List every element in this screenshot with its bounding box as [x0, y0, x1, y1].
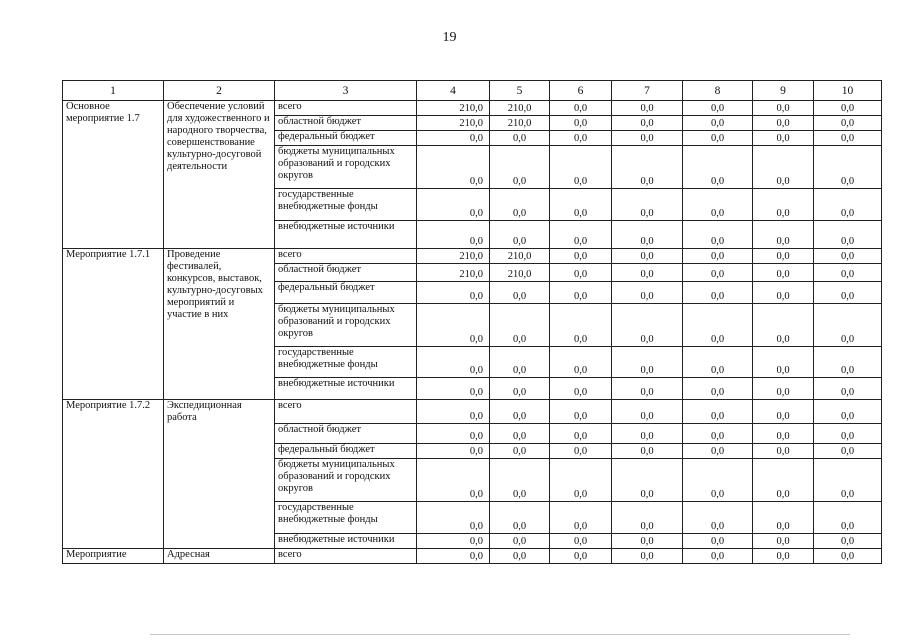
value-col-4: 0,0: [417, 424, 490, 444]
value-col-7: 0,0: [612, 549, 683, 564]
value-col-10: 0,0: [814, 249, 882, 264]
header-col-9: 9: [753, 81, 814, 101]
value-col-6: 0,0: [550, 444, 612, 459]
value-col-6: 0,0: [550, 549, 612, 564]
value-col-9: 0,0: [753, 549, 814, 564]
funding-source: внебюджетные источники: [275, 534, 417, 549]
value-col-9: 0,0: [753, 131, 814, 146]
value-col-10: 0,0: [814, 534, 882, 549]
value-col-7: 0,0: [612, 282, 683, 304]
value-col-10: 0,0: [814, 304, 882, 347]
value-col-4: 0,0: [417, 131, 490, 146]
value-col-7: 0,0: [612, 444, 683, 459]
value-col-5: 0,0: [490, 459, 550, 502]
measure-name: Основное мероприятие 1.7: [63, 101, 164, 249]
value-col-8: 0,0: [683, 347, 753, 378]
value-col-6: 0,0: [550, 459, 612, 502]
funding-source: федеральный бюджет: [275, 444, 417, 459]
value-col-4: 210,0: [417, 249, 490, 264]
value-col-10: 0,0: [814, 101, 882, 116]
value-col-5: 0,0: [490, 221, 550, 249]
measure-name: Мероприятие: [63, 549, 164, 564]
value-col-7: 0,0: [612, 347, 683, 378]
value-col-5: 210,0: [490, 101, 550, 116]
funding-source: всего: [275, 101, 417, 116]
value-col-5: 0,0: [490, 534, 550, 549]
value-col-7: 0,0: [612, 400, 683, 424]
funding-source: бюджеты муниципальных образований и городских округов: [275, 304, 417, 347]
value-col-5: 0,0: [490, 282, 550, 304]
scan-artifact: [150, 634, 850, 635]
value-col-10: 0,0: [814, 146, 882, 189]
funding-source: государственные внебюджетные фонды: [275, 189, 417, 221]
value-col-4: 0,0: [417, 549, 490, 564]
value-col-4: 0,0: [417, 400, 490, 424]
value-col-5: 0,0: [490, 444, 550, 459]
value-col-8: 0,0: [683, 131, 753, 146]
value-col-7: 0,0: [612, 459, 683, 502]
funding-source: государственные внебюджетные фонды: [275, 347, 417, 378]
value-col-4: 210,0: [417, 101, 490, 116]
table-row: [63, 549, 882, 564]
header-col-6: 6: [550, 81, 612, 101]
measure-name: Мероприятие 1.7.1: [63, 249, 164, 400]
value-col-10: 0,0: [814, 264, 882, 282]
value-col-4: 0,0: [417, 347, 490, 378]
value-col-4: 0,0: [417, 282, 490, 304]
value-col-8: 0,0: [683, 378, 753, 400]
value-col-6: 0,0: [550, 304, 612, 347]
header-col-8: 8: [683, 81, 753, 101]
value-col-9: 0,0: [753, 282, 814, 304]
value-col-6: 0,0: [550, 249, 612, 264]
measure-description: Экспедиционная работа: [164, 400, 275, 549]
value-col-9: 0,0: [753, 400, 814, 424]
value-col-10: 0,0: [814, 424, 882, 444]
value-col-5: 0,0: [490, 424, 550, 444]
funding-source: всего: [275, 549, 417, 564]
value-col-9: 0,0: [753, 116, 814, 131]
value-col-5: 0,0: [490, 549, 550, 564]
value-col-4: 210,0: [417, 264, 490, 282]
value-col-6: 0,0: [550, 189, 612, 221]
value-col-10: 0,0: [814, 189, 882, 221]
value-col-5: 0,0: [490, 189, 550, 221]
value-col-7: 0,0: [612, 249, 683, 264]
value-col-4: 210,0: [417, 116, 490, 131]
value-col-10: 0,0: [814, 378, 882, 400]
value-col-4: 0,0: [417, 444, 490, 459]
value-col-9: 0,0: [753, 249, 814, 264]
funding-source: внебюджетные источники: [275, 378, 417, 400]
value-col-5: 210,0: [490, 249, 550, 264]
header-col-7: 7: [612, 81, 683, 101]
value-col-10: 0,0: [814, 459, 882, 502]
value-col-5: 0,0: [490, 304, 550, 347]
value-col-6: 0,0: [550, 131, 612, 146]
value-col-5: 0,0: [490, 400, 550, 424]
value-col-4: 0,0: [417, 146, 490, 189]
table-row: [63, 249, 882, 264]
value-col-10: 0,0: [814, 131, 882, 146]
header-col-3: 3: [275, 81, 417, 101]
value-col-6: 0,0: [550, 534, 612, 549]
value-col-9: 0,0: [753, 347, 814, 378]
value-col-6: 0,0: [550, 347, 612, 378]
header-col-10: 10: [814, 81, 882, 101]
value-col-10: 0,0: [814, 400, 882, 424]
funding-source: федеральный бюджет: [275, 131, 417, 146]
value-col-9: 0,0: [753, 502, 814, 534]
table-row: [63, 400, 882, 424]
value-col-9: 0,0: [753, 424, 814, 444]
value-col-4: 0,0: [417, 459, 490, 502]
value-col-7: 0,0: [612, 101, 683, 116]
value-col-7: 0,0: [612, 264, 683, 282]
table-row: [63, 101, 882, 116]
funding-source: областной бюджет: [275, 264, 417, 282]
value-col-8: 0,0: [683, 116, 753, 131]
value-col-5: 0,0: [490, 347, 550, 378]
value-col-8: 0,0: [683, 189, 753, 221]
value-col-5: 0,0: [490, 131, 550, 146]
value-col-6: 0,0: [550, 264, 612, 282]
value-col-7: 0,0: [612, 304, 683, 347]
value-col-9: 0,0: [753, 378, 814, 400]
table-body: [63, 101, 882, 564]
value-col-10: 0,0: [814, 444, 882, 459]
measure-description: Проведение фестивалей, конкурсов, выставок, культурно-досуговых мероприятий и участие в них: [164, 249, 275, 400]
value-col-8: 0,0: [683, 249, 753, 264]
funding-source: областной бюджет: [275, 424, 417, 444]
value-col-9: 0,0: [753, 146, 814, 189]
funding-source: внебюджетные источники: [275, 221, 417, 249]
value-col-4: 0,0: [417, 189, 490, 221]
value-col-6: 0,0: [550, 221, 612, 249]
value-col-10: 0,0: [814, 282, 882, 304]
page-number: 19: [442, 30, 457, 45]
value-col-8: 0,0: [683, 264, 753, 282]
value-col-4: 0,0: [417, 534, 490, 549]
value-col-6: 0,0: [550, 424, 612, 444]
funding-source: областной бюджет: [275, 116, 417, 131]
financing-table: [62, 80, 882, 564]
value-col-10: 0,0: [814, 221, 882, 249]
header-col-2: 2: [164, 81, 275, 101]
value-col-7: 0,0: [612, 146, 683, 189]
value-col-10: 0,0: [814, 116, 882, 131]
value-col-6: 0,0: [550, 282, 612, 304]
value-col-9: 0,0: [753, 221, 814, 249]
value-col-10: 0,0: [814, 502, 882, 534]
value-col-5: 210,0: [490, 116, 550, 131]
value-col-8: 0,0: [683, 400, 753, 424]
value-col-4: 0,0: [417, 502, 490, 534]
value-col-6: 0,0: [550, 116, 612, 131]
measure-description: Обеспечение условий для художественного и народного творчества, совершенствование культурно-досуговой деятельности: [164, 101, 275, 249]
value-col-4: 0,0: [417, 304, 490, 347]
header-col-5: 5: [490, 81, 550, 101]
value-col-7: 0,0: [612, 221, 683, 249]
value-col-5: 0,0: [490, 502, 550, 534]
funding-source: бюджеты муниципальных образований и городских округов: [275, 146, 417, 189]
value-col-8: 0,0: [683, 221, 753, 249]
value-col-8: 0,0: [683, 444, 753, 459]
value-col-8: 0,0: [683, 304, 753, 347]
value-col-6: 0,0: [550, 101, 612, 116]
value-col-7: 0,0: [612, 189, 683, 221]
value-col-4: 0,0: [417, 378, 490, 400]
value-col-8: 0,0: [683, 459, 753, 502]
measure-name: Мероприятие 1.7.2: [63, 400, 164, 549]
value-col-7: 0,0: [612, 131, 683, 146]
funding-source: всего: [275, 400, 417, 424]
value-col-8: 0,0: [683, 424, 753, 444]
value-col-6: 0,0: [550, 400, 612, 424]
value-col-5: 0,0: [490, 146, 550, 189]
funding-source: бюджеты муниципальных образований и городских округов: [275, 459, 417, 502]
value-col-9: 0,0: [753, 444, 814, 459]
header-row: [63, 81, 882, 101]
value-col-9: 0,0: [753, 459, 814, 502]
value-col-7: 0,0: [612, 534, 683, 549]
header-col-4: 4: [417, 81, 490, 101]
value-col-6: 0,0: [550, 378, 612, 400]
funding-source: федеральный бюджет: [275, 282, 417, 304]
value-col-8: 0,0: [683, 502, 753, 534]
value-col-8: 0,0: [683, 534, 753, 549]
funding-source: государственные внебюджетные фонды: [275, 502, 417, 534]
value-col-8: 0,0: [683, 146, 753, 189]
value-col-9: 0,0: [753, 534, 814, 549]
value-col-8: 0,0: [683, 282, 753, 304]
value-col-4: 0,0: [417, 221, 490, 249]
value-col-8: 0,0: [683, 101, 753, 116]
measure-description: Адресная: [164, 549, 275, 564]
value-col-7: 0,0: [612, 116, 683, 131]
value-col-10: 0,0: [814, 347, 882, 378]
value-col-7: 0,0: [612, 424, 683, 444]
value-col-8: 0,0: [683, 549, 753, 564]
value-col-9: 0,0: [753, 264, 814, 282]
value-col-10: 0,0: [814, 549, 882, 564]
value-col-5: 210,0: [490, 264, 550, 282]
value-col-6: 0,0: [550, 146, 612, 189]
value-col-5: 0,0: [490, 378, 550, 400]
funding-source: всего: [275, 249, 417, 264]
value-col-9: 0,0: [753, 101, 814, 116]
value-col-9: 0,0: [753, 189, 814, 221]
header-col-1: 1: [63, 81, 164, 101]
value-col-7: 0,0: [612, 502, 683, 534]
value-col-7: 0,0: [612, 378, 683, 400]
value-col-9: 0,0: [753, 304, 814, 347]
value-col-6: 0,0: [550, 502, 612, 534]
